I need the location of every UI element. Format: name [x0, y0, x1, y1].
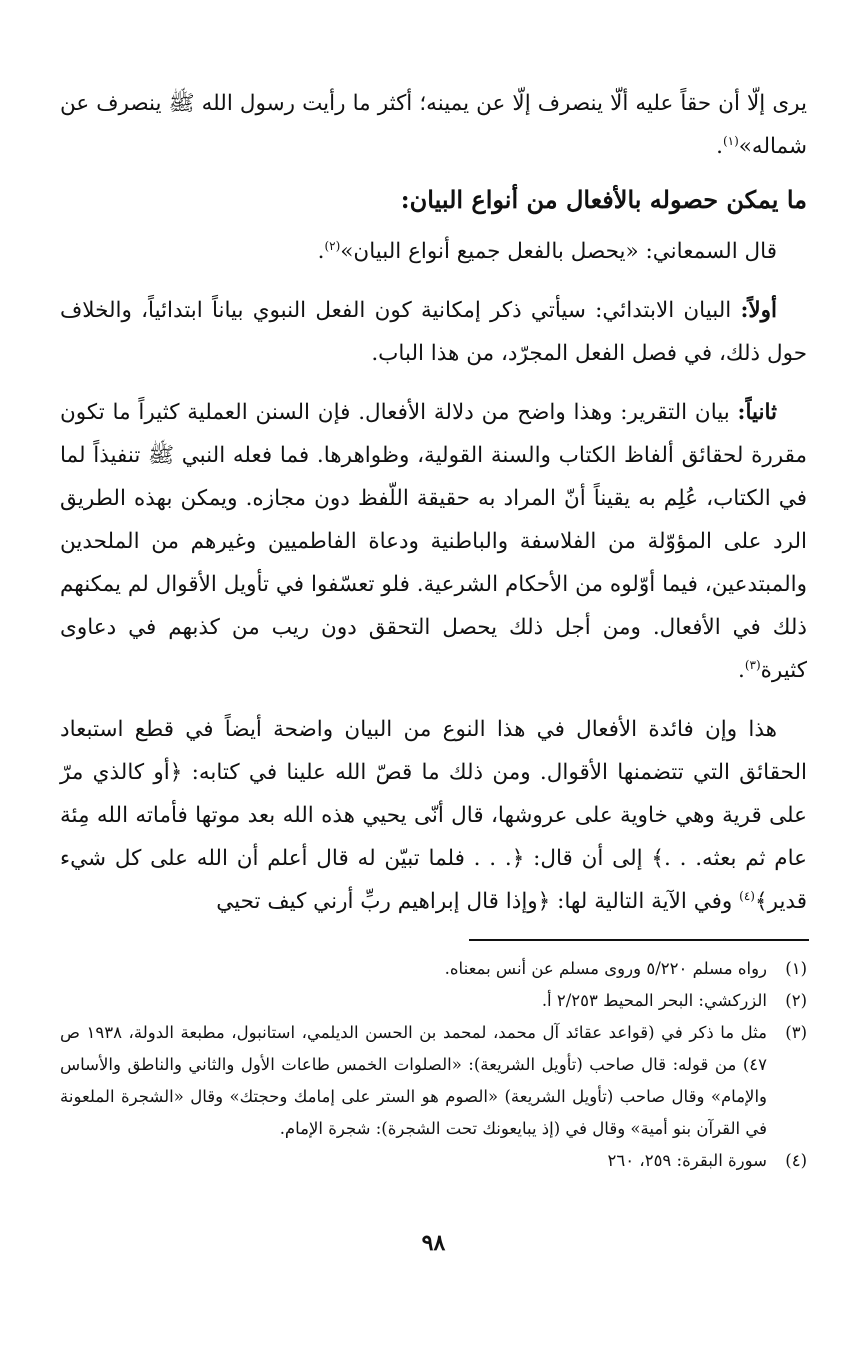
page-number: ٩٨: [421, 1230, 446, 1256]
footnote-item: [60, 1017, 807, 1145]
page-body: [60, 82, 807, 1177]
footnote-number: (٣): [785, 1023, 807, 1042]
samani-quote: قال السمعاني: «يحصل بالفعل جميع أنواع البيان»$^{(٢)}$.: [317, 238, 777, 264]
footnote-text: رواه مسلم ٥/٢٢٠ وروى مسلم عن أنس بمعناه.: [444, 959, 767, 978]
paragraph-first-lead: أولاً:: [740, 298, 777, 323]
paragraph-second-lead: ثانياً:: [737, 400, 778, 425]
opening-paragraph: يرى إلّا أن حقاً عليه ألّا ينصرف إلّا عن يمينه؛ أكثر ما رأيت رسول الله ﷺ ينصرف عن شماله»$^{(١)}$.: [60, 91, 807, 159]
footnote-item: [60, 985, 807, 1017]
paragraph-second: ثانياً: بيان التقرير: وهذا واضح من دلالة الأفعال. فإن السنن العملية كثيراً ما تكون مقررة لحقائق ألفاظ الكتاب والسنة القولية، وظواهرها. فما فعله النبي ﷺ تنفيذاً لما في الكتاب، عُلِم به يقيناً أنّ المراد به حقيقة اللّفظ دون مجازه. ويمكن بهذه الطريق الرد على المؤوّلة من الفلاسفة والباطنية ودعاة الفاطميين وغيرهم من الملحدين والمبتدعين، فيما أوّلوه من الأحكام الشرعية. فلو تعسّفوا في تأويل الأقوال لم يمكنهم ذلك في الأفعال. ومن أجل ذلك يحصل التحقق دون ريب من كذبهم في دعاوى كثيرة$^{(٣)}$.: [60, 400, 807, 683]
footnote-ref-1[interactable]: (١): [722, 133, 739, 148]
footnote-ref-3[interactable]: (٣): [744, 657, 761, 672]
paragraph-third: هذا وإن فائدة الأفعال في هذا النوع من البيان واضحة أيضاً في قطع استبعاد الحقائق التي تتضمنها الأقوال. ومن ذلك ما قصّ الله علينا في كتابه: ﴿أو كالذي مرّ على قرية وهي خاوية على عروشها، قال أنّى يحيي هذه الله بعد موتها فأماته الله مِئة عام ثم بعثه. . .﴾ إلى أن قال: ﴿. . . فلما تبيّن له قال أعلم أن الله على كل شيء قدير﴾$^{(٤)}$ وفي الآية التالية لها: ﴿وإذا قال إبراهيم ربِّ أرني كيف تحيي: [60, 717, 807, 914]
footnote-number: (٢): [785, 991, 807, 1010]
footnote-item: [60, 1145, 807, 1177]
footnote-number: (٤): [785, 1151, 807, 1170]
footnotes: [60, 953, 807, 1177]
footnote-divider: [469, 939, 809, 941]
footnote-ref-4[interactable]: (٤): [739, 888, 755, 903]
footnote-text: الزركشي: البحر المحيط ٢/٢٥٣ أ.: [541, 991, 767, 1010]
paragraph-first: أولاً: البيان الابتدائي: سيأتي ذكر إمكانية كون الفعل النبوي بياناً ابتدائياً، والخلاف حول ذلك، في فصل الفعل المجرّد، من هذا الباب.: [60, 298, 807, 366]
footnote-number: (١): [785, 959, 807, 978]
footnote-text: مثل ما ذكر في (قواعد عقائد آل محمد، لمحمد بن الحسن الديلمي، استانبول، مطبعة الدولة، ١٩٣٨ ص ٤٧) من قوله: قال صاحب (تأويل الشريعة): «الصلوات الخمس طاعات الأول والثاني والناطق والأساس والإمام» وقال صاحب (تأويل الشريعة) «الصوم هو الستر على إمامك وحجتك» وقال «الشجرة الملعونة في القرآن بنو أمية» وقال في (إذ يبايعونك تحت الشجرة): شجرة الإمام.: [60, 1023, 767, 1138]
footnote-text: سورة البقرة: ٢٥٩، ٢٦٠: [607, 1151, 767, 1170]
footnote-item: [60, 953, 807, 985]
footnote-ref-2[interactable]: (٢): [324, 238, 341, 253]
section-heading: ما يمكن حصوله بالأفعال من أنواع البيان:: [400, 185, 807, 214]
